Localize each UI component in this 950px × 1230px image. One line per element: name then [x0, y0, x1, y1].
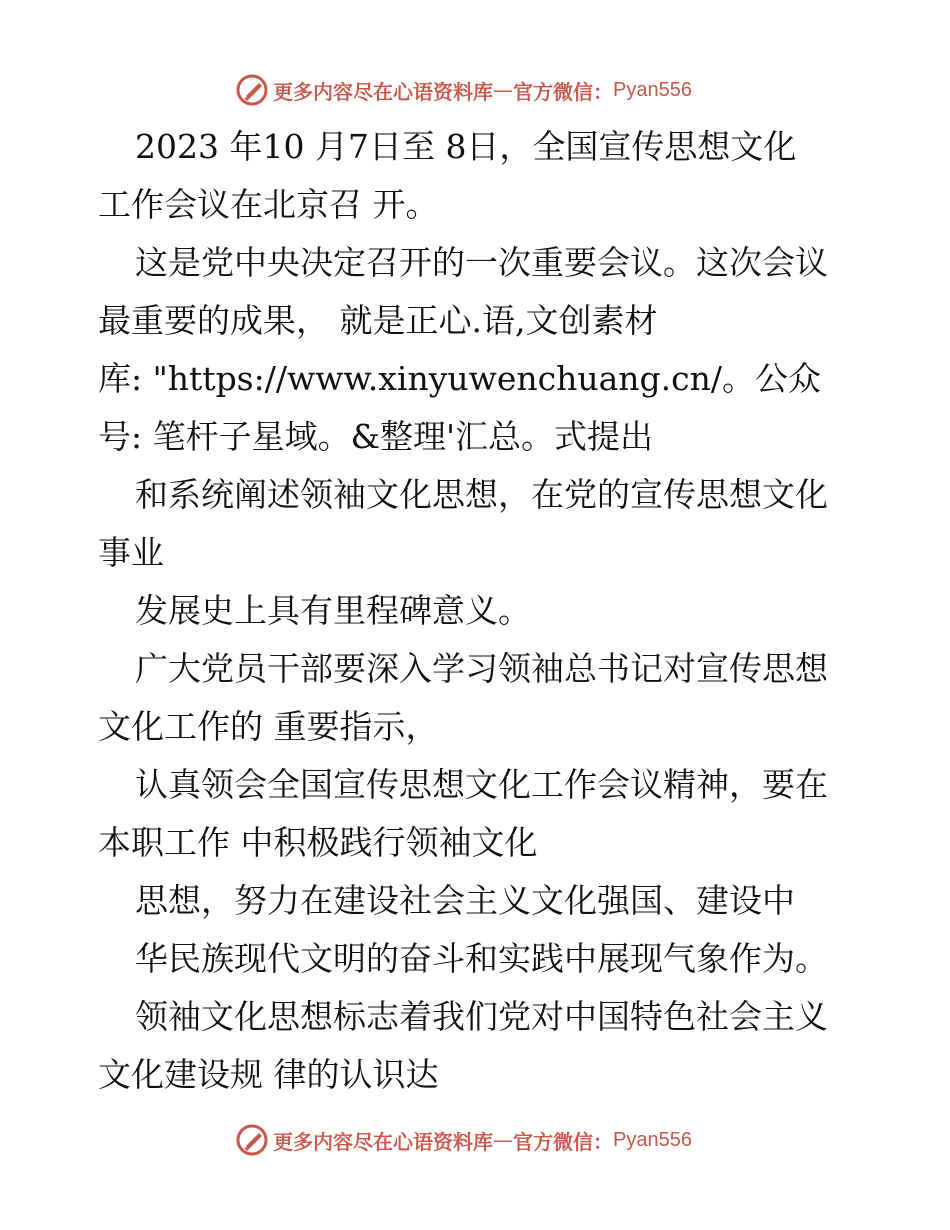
body-line: 领袖文化思想标志着我们党对中国特色社会主义	[135, 997, 828, 1036]
body-line: 和系统阐述领袖文化思想，在党的宣传思想文化	[135, 475, 828, 514]
body-line: 华民族现代文明的奋斗和实践中展现气象作为。	[135, 939, 828, 978]
footer-banner	[235, 1122, 692, 1158]
header-banner-label: 官方微信：	[513, 79, 613, 104]
body-line: 思想，努力在建设社会主义文化强国、建设中	[135, 881, 795, 920]
body-line: 本职工作 中积极践行领袖文化	[98, 823, 538, 862]
footer-banner-wechat-id: Pyan556	[613, 1128, 692, 1151]
pen-seal-logo-icon	[235, 1123, 269, 1157]
body-line: 最重要的成果， 就是正心.语,文创素材	[98, 301, 658, 340]
footer-banner-label: 官方微信：	[513, 1129, 613, 1154]
body-line: 号: 笔杆子星域。&整理'汇总。式提出	[98, 417, 654, 456]
header-banner-text: 更多内容尽在心语资料库	[273, 79, 493, 104]
body-line: 2023 年10 月7日至 8日，全国宣传思想文化	[135, 127, 797, 166]
body-line: 认真领会全国宣传思想文化工作会议精神，要在	[135, 765, 828, 804]
body-line: 文化建设规 律的认识达	[98, 1055, 439, 1094]
body-line: 这是党中央决定召开的一次重要会议。这次会议	[135, 243, 828, 282]
header-banner-wechat-id: Pyan556	[613, 78, 692, 101]
body-line: 发展史上具有里程碑意义。	[135, 591, 531, 630]
footer-banner-separator: —	[493, 1128, 513, 1152]
body-line: 工作会议在北京召 开。	[98, 185, 439, 224]
body-line: 事业	[98, 533, 164, 572]
body-line: 文化工作的 重要指示，	[98, 707, 439, 746]
body-line: 库: "https://www.xinyuwenchuang.cn/。公众	[98, 359, 822, 398]
footer-banner-text: 更多内容尽在心语资料库	[273, 1129, 493, 1154]
body-line: 广大党员干部要深入学习领袖总书记对宣传思想	[135, 649, 828, 688]
header-banner-separator: —	[493, 78, 513, 102]
